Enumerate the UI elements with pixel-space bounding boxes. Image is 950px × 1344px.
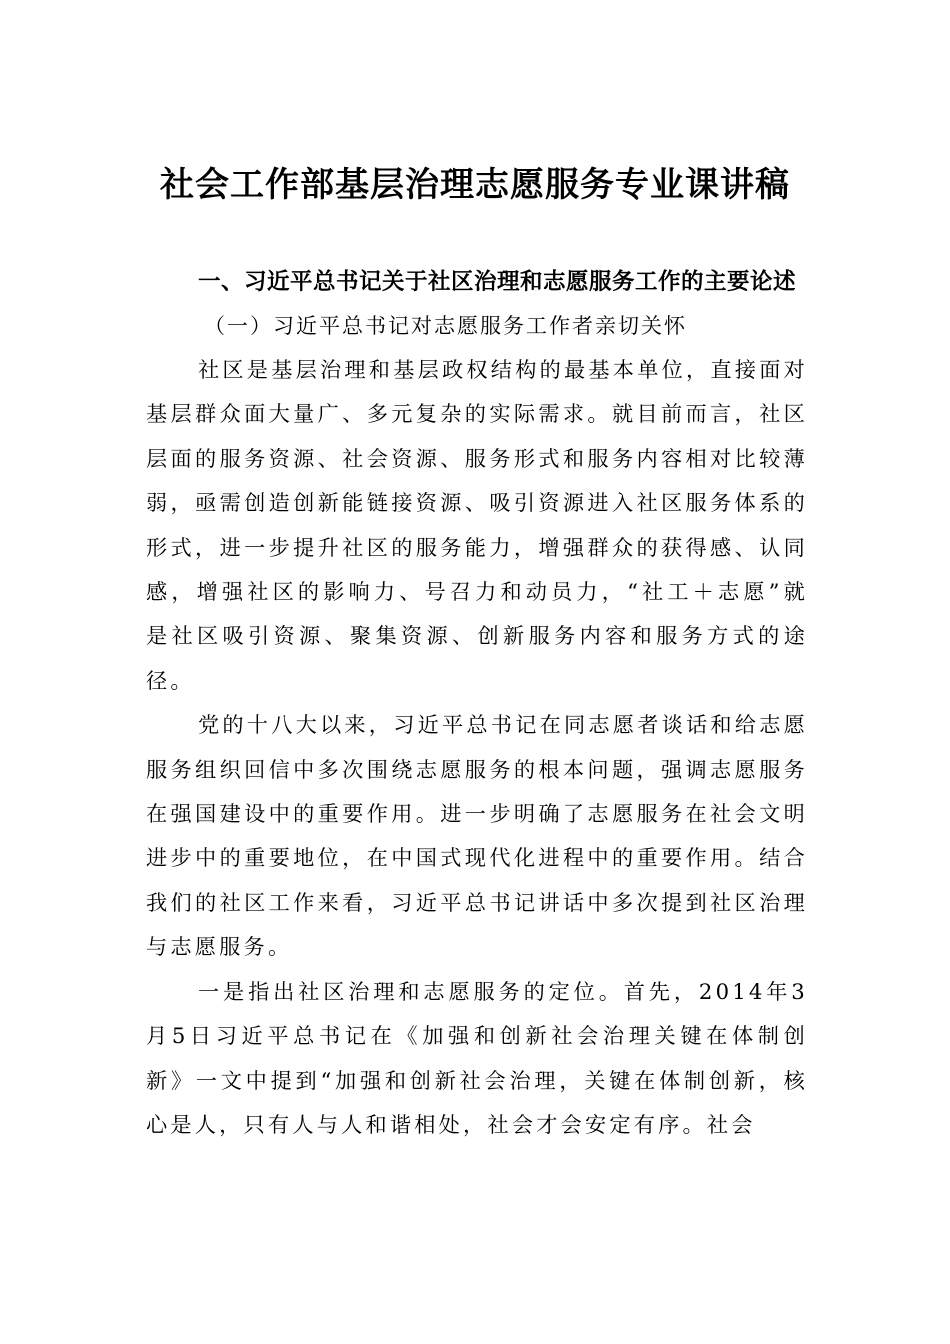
body-paragraph-1: 社区是基层治理和基层政权结构的最基本单位，直接面对基层群众面大量广、多元复杂的实际需求。就目前而言，社区层面的服务资源、社会资源、服务形式和服务内容相对比较薄弱，亟需创造创新能链接资源、吸引资源进入社区服务体系的形式，进一步提升社区的服务能力，增强群众的获得感、认同感，增强社区的影响力、号召力和动员力，“社工＋志愿”就是社区吸引资源、聚集资源、创新服务内容和服务方式的途径。 xyxy=(146,357,808,693)
body-paragraph-3: 一是指出社区治理和志愿服务的定位。首先，2014年3月5日习近平总书记在《加强和创新社会治理关键在体制创新》一文中提到“加强和创新社会治理，关键在体制创新，核心是人，只有人与人和谐相处，社会才会安定有序。社会 xyxy=(146,978,808,1137)
document-body xyxy=(146,260,808,1147)
body-paragraph-2: 党的十八大以来，习近平总书记在同志愿者谈话和给志愿服务组织回信中多次围绕志愿服务的根本问题，强调志愿服务在强国建设中的重要作用。进一步明确了志愿服务在社会文明进步中的重要地位，在中国式现代化进程中的重要作用。结合我们的社区工作来看，习近平总书记讲话中多次提到社区治理与志愿服务。 xyxy=(146,712,808,960)
document-title: 社会工作部基层治理志愿服务专业课讲稿 xyxy=(160,165,790,205)
section-heading: 一、习近平总书记关于社区治理和志愿服务工作的主要论述 xyxy=(198,269,797,295)
subsection-heading: （一）习近平总书记对志愿服务工作者亲切关怀 xyxy=(204,314,687,338)
